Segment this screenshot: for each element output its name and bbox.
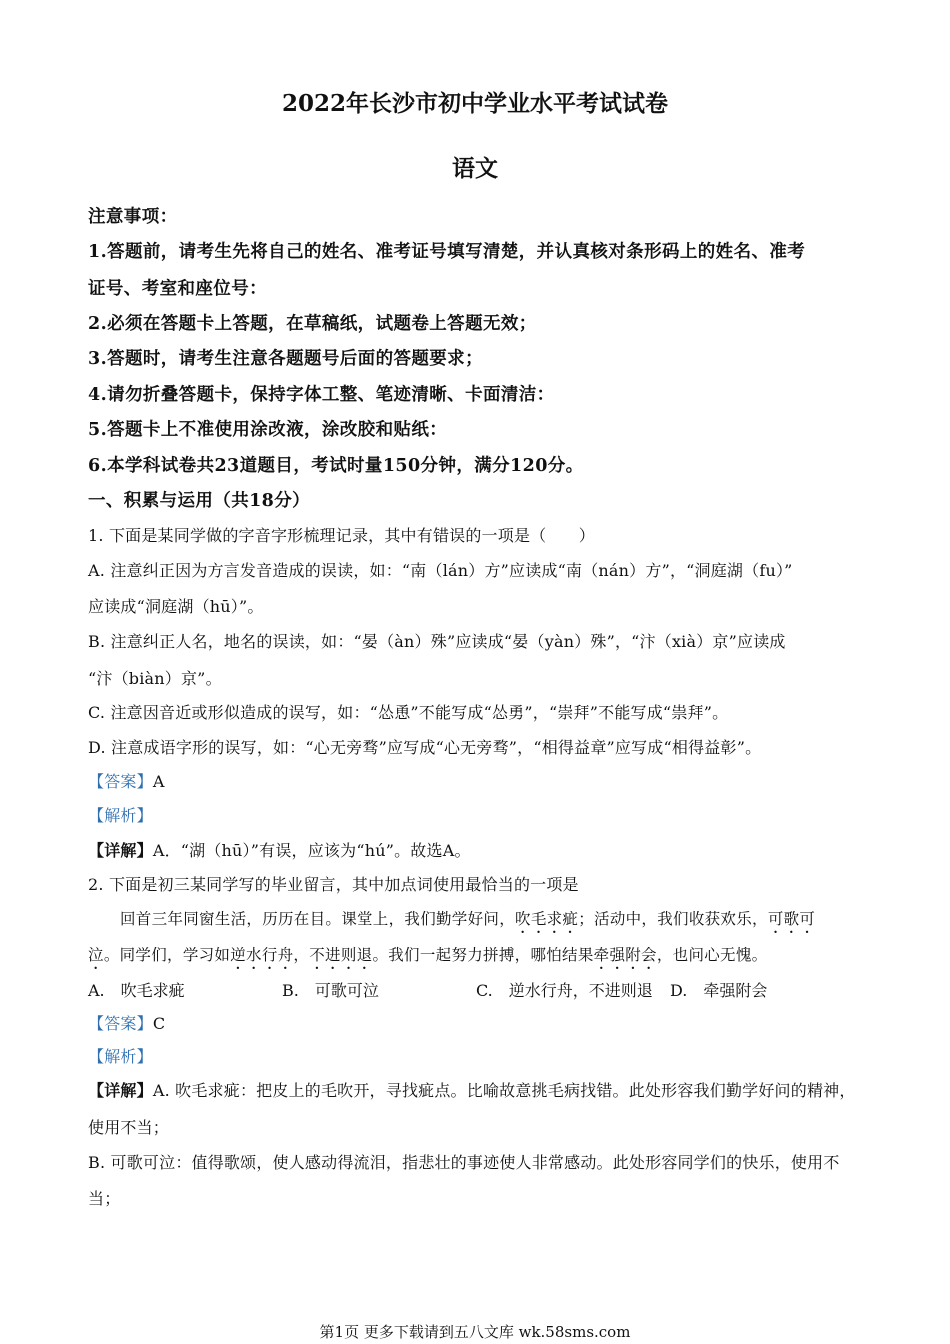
q2-detail-a-cont: 使用不当； bbox=[88, 1118, 170, 1137]
dotted-word-qi: 泣 bbox=[88, 946, 104, 964]
dotted-word-chuimaoqiuci: 吹毛求疵 bbox=[515, 910, 579, 928]
passage-text: ，也问心无愧。 bbox=[656, 946, 768, 964]
passage-text: ；活动中，我们收获欢乐， bbox=[578, 910, 768, 928]
notice-item-3: 3.答题时，请考生注意各题题号后面的答题要求； bbox=[88, 349, 483, 369]
detail-text: A. 吹毛求疵：把皮上的毛吹开，寻找疵点。比喻故意挑毛病找错。此处形容我们勤学好问的精神， bbox=[152, 1081, 856, 1100]
q2-passage-line-2 bbox=[88, 943, 878, 973]
notice-item-4: 4.请勿折叠答题卡，保持字体工整、笔迹清晰、卡面清洁： bbox=[88, 385, 555, 405]
q2-stem: 2. 下面是初三某同学写的毕业留言，其中加点词使用最恰当的一项是 bbox=[88, 875, 579, 894]
q1-stem: 1. 下面是某同学做的字音字形梳理记录，其中有错误的一项是（ ） bbox=[88, 526, 595, 545]
dotted-word-nishuixingzhou: 逆水行舟 bbox=[230, 946, 294, 964]
passage-text: 。我们一起努力拼搏，哪怕结果 bbox=[372, 946, 594, 964]
q2-option-c: C. 逆水行舟，不进则退 bbox=[476, 981, 653, 1000]
answer-tag: 【答案】 bbox=[88, 772, 153, 791]
answer-value: A bbox=[152, 772, 165, 791]
q1-option-a-cont: 应读成“洞庭湖（hū）”。 bbox=[88, 597, 264, 616]
q2-option-b: B. 可歌可泣 bbox=[282, 981, 379, 1000]
dotted-word-bujinzetui: 不进则退 bbox=[309, 946, 373, 964]
q2-detail-b-cont: 当； bbox=[88, 1189, 121, 1208]
passage-text: 回首三年同窗生活，历历在目。课堂上，我们勤学好问， bbox=[120, 910, 516, 928]
detail-tag: 【详解】 bbox=[88, 1081, 153, 1100]
q1-detail bbox=[88, 839, 878, 863]
q2-detail-b: B. 可歌可泣：值得歌颂，使人感动得流泪，指悲壮的事迹使人非常感动。此处形容同学们的快乐，使用不 bbox=[88, 1153, 840, 1172]
section-heading: 一、积累与运用（共18分） bbox=[88, 491, 311, 511]
q1-option-d: D. 注意成语字形的误写，如：“心无旁骛”应写成“心无旁骛”，“相得益章”应写成“相得益彰”。 bbox=[88, 738, 762, 757]
q2-analysis-tag: 【解析】 bbox=[88, 1047, 153, 1066]
notice-item-1: 1.答题前，请考生先将自己的姓名、准考证号填写清楚，并认真核对条形码上的姓名、准考 bbox=[88, 242, 806, 262]
answer-tag: 【答案】 bbox=[88, 1014, 153, 1033]
notice-item-5: 5.答题卡上不准使用涂改液，涂改胶和贴纸： bbox=[88, 420, 448, 440]
exam-title: 2022年长沙市初中学业水平考试试卷 bbox=[281, 90, 668, 117]
notice-heading: 注意事项： bbox=[88, 207, 178, 227]
page-footer: 第1页 更多下载请到五八文库 wk.58sms.com bbox=[319, 1323, 631, 1341]
dotted-word-kegekeqi: 可歌可 bbox=[767, 910, 816, 928]
passage-text: 。同学们，学习如 bbox=[103, 946, 231, 964]
q2-detail-a bbox=[88, 1079, 878, 1103]
notice-item-2: 2.必须在答题卡上答题，在草稿纸，试题卷上答题无效； bbox=[88, 314, 537, 334]
q1-option-c: C. 注意因音近或形似造成的误写，如：“怂恿”不能写成“怂勇”，“崇拜”不能写成“祟拜”。 bbox=[88, 703, 729, 722]
subject-title: 语文 bbox=[452, 155, 498, 182]
passage-text: ， bbox=[293, 946, 310, 964]
notice-item-6: 6.本学科试卷共23道题目，考试时量150分钟，满分120分。 bbox=[88, 456, 584, 476]
q1-answer bbox=[88, 770, 878, 794]
detail-tag: 【详解】 bbox=[88, 841, 153, 860]
q2-option-d: D. 牵强附会 bbox=[670, 981, 768, 1000]
q1-option-a: A. 注意纠正因为方言发音造成的误读，如：“南（lán）方”应读成“南（nán）方”，“洞庭湖（fu）” bbox=[88, 561, 793, 580]
q2-option-a: A. 吹毛求疵 bbox=[88, 981, 185, 1000]
q1-option-b: B. 注意纠正人名，地名的误读，如：“晏（àn）殊”应读成“晏（yàn）殊”，“汴（xià）京”应读成 bbox=[88, 632, 786, 651]
q1-analysis-tag: 【解析】 bbox=[88, 806, 153, 825]
answer-value: C bbox=[152, 1014, 166, 1033]
q2-passage-line-1 bbox=[120, 907, 880, 937]
dotted-word-qianqiangfuhui: 牵强附会 bbox=[593, 946, 657, 964]
q1-option-b-cont: “汴（biàn）京”。 bbox=[88, 669, 222, 688]
detail-text: A．“湖（hū）”有误，应该为“hú”。故选A。 bbox=[152, 841, 471, 860]
q2-answer bbox=[88, 1012, 878, 1036]
notice-item-1-cont: 证号、考室和座位号： bbox=[88, 279, 267, 299]
